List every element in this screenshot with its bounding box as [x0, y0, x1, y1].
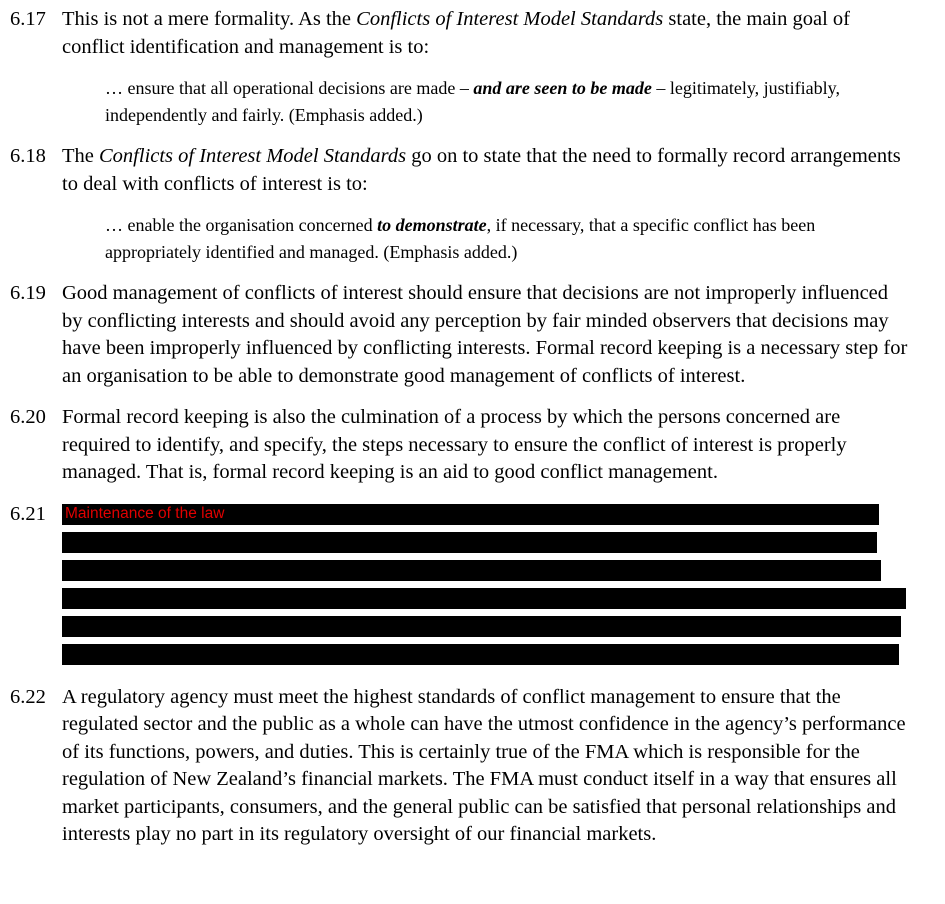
- paragraph-text: [62, 684, 912, 849]
- redaction-bar-1: [62, 504, 879, 525]
- paragraph-text: [62, 404, 912, 487]
- text-segment: Formal record keeping is also the culmination of a process by which the persons concerned are required to identify, and specify, the steps necessary to ensure the conflict of interest is properly managed. That is, formal record keeping is an aid to good conflict management.: [62, 406, 847, 483]
- paragraph-6-21-redacted: [10, 501, 912, 665]
- paragraph-6-17: [10, 6, 912, 129]
- paragraph-number: 6.22: [10, 685, 46, 708]
- paragraph-text: [62, 6, 912, 61]
- paragraph-text: [62, 280, 912, 390]
- numbered-paragraph: [10, 501, 912, 665]
- quote-block: [105, 75, 877, 129]
- text-segment: – legitimately, justifiably, independently and fairly. (Emphasis added.): [105, 78, 840, 125]
- text-segment: , if necessary, that a specific conflict has been appropriately identified and managed. (Emphasis added.): [105, 215, 816, 262]
- numbered-paragraph: [10, 404, 912, 487]
- redaction-bar-4: [62, 588, 906, 609]
- text-segment: go on to state that the need to formally record arrangements to deal with conflicts of interest is to:: [62, 145, 901, 195]
- paragraph-number: 6.21: [10, 502, 46, 525]
- paragraph-text: [62, 143, 912, 198]
- numbered-paragraph: [10, 6, 912, 61]
- numbered-paragraph: [10, 143, 912, 198]
- paragraph-6-22: [10, 684, 912, 849]
- quote-block: [105, 212, 877, 266]
- paragraph-6-18: [10, 143, 912, 266]
- italic-title-segment: Conflicts of Interest Model Standards: [99, 145, 407, 167]
- text-segment: … ensure that all operational decisions are made –: [105, 78, 474, 98]
- redaction-exemption-label: Maintenance of the law: [65, 505, 225, 523]
- paragraph-number: 6.20: [10, 406, 46, 428]
- italic-title-segment: Conflicts of Interest Model Standards: [356, 8, 664, 30]
- emphasized-phrase: to demonstrate: [377, 215, 487, 235]
- paragraph-6-19: [10, 280, 912, 390]
- paragraph-number: 6.19: [10, 282, 46, 304]
- text-segment: Good management of conflicts of interest should ensure that decisions are not improperly influenced by conflicting interests and should avoid any perception by fair minded observers that decisions may have been improperly influenced by conflicting interests. Formal record keeping is a necessary step for an organisation to be able to demonstrate good management of conflicts of interest.: [62, 282, 908, 387]
- redaction-bar-5: [62, 616, 901, 637]
- text-segment: The: [62, 145, 99, 167]
- redaction-bar-3: [62, 560, 881, 581]
- numbered-paragraph: [10, 684, 912, 849]
- redacted-content: [62, 501, 912, 665]
- text-segment: This is not a mere formality. As the: [62, 8, 357, 30]
- emphasized-phrase: and are seen to be made: [473, 78, 652, 98]
- redaction-bar-6: [62, 644, 899, 665]
- text-segment: state, the main goal of conflict identification and management is to:: [62, 8, 851, 58]
- numbered-paragraph: [10, 280, 912, 390]
- text-segment: … enable the organisation concerned: [105, 215, 378, 235]
- text-segment: A regulatory agency must meet the highest standards of conflict management to ensure that the regulated sector and the public as a whole can have the utmost confidence in the agency’s performance of its functions, powers, and duties. This is certainly true of the FMA which is responsible for the regulation of New Zealand’s financial markets. The FMA must conduct itself in a way that ensures all market participants, consumers, and the general public can be satisfied that personal relationships and interests play no part in its regulatory oversight of our financial markets.: [62, 685, 906, 845]
- paragraph-number: 6.18: [10, 145, 46, 167]
- paragraph-6-20: [10, 404, 912, 487]
- paragraph-number: 6.17: [10, 8, 46, 30]
- redaction-bar-2: [62, 532, 877, 553]
